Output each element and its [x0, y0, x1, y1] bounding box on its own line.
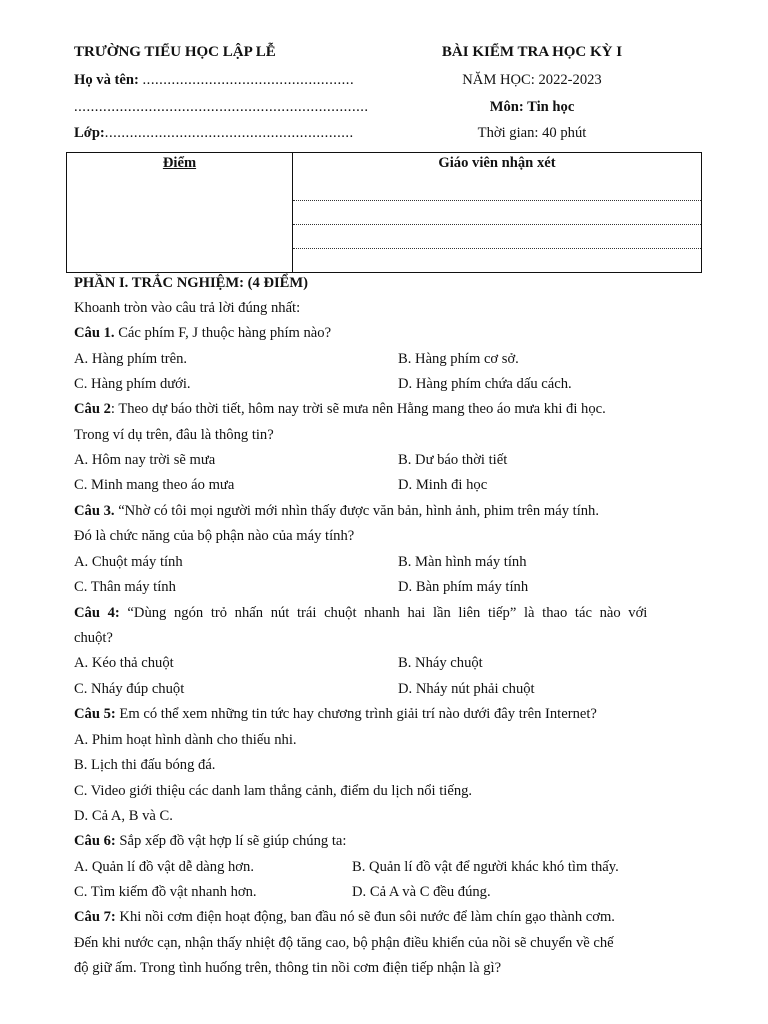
- question-text-line: Đó là chức năng của bộ phận nào của máy tính?: [74, 528, 355, 544]
- option-d: D. Nháy nút phải chuột: [398, 681, 535, 697]
- option-b: B. Quản lí đồ vật để người khác khó tìm thấy.: [352, 859, 619, 875]
- exam-title: BÀI KIỂM TRA HỌC KỲ I: [441, 44, 623, 60]
- comment-lines: [293, 177, 701, 272]
- question-2: [74, 401, 694, 418]
- question-1: [74, 325, 694, 342]
- option-b: B. Hàng phím cơ sở.: [398, 351, 519, 367]
- question-text: Khi nồi cơm điện hoạt động, ban đầu nó sẽ đun sôi nước để làm chín gạo thành cơm.: [119, 909, 615, 925]
- question-text: Sắp xếp đồ vật hợp lí sẽ giúp chúng ta:: [119, 833, 347, 849]
- subject: Môn: Tin học: [489, 99, 575, 115]
- class-line: [74, 125, 354, 142]
- score-header: Điểm: [162, 155, 197, 171]
- question-4: [74, 605, 694, 622]
- question-text-line: Đến khi nước cạn, nhận thấy nhiệt độ tăng cao, bộ phận điều khiển của nồi sẽ chuyển về chế: [74, 935, 614, 951]
- score-cell: [67, 153, 293, 273]
- question-label: Câu 3.: [74, 503, 115, 519]
- question-label: Câu 1.: [74, 325, 115, 341]
- option-a: A. Phim hoạt hình dành cho thiếu nhi.: [74, 732, 297, 748]
- option-c: C. Video giới thiệu các danh lam thắng cảnh, điểm du lịch nổi tiếng.: [74, 783, 473, 799]
- part1-title: PHẦN I. TRẮC NGHIỆM: (4 ĐIỂM): [74, 275, 309, 291]
- question-7: [74, 909, 694, 926]
- grade-table: [66, 152, 702, 273]
- question-text: “Dùng ngón trỏ nhấn nút trái chuột nhanh hai lần liên tiếp” là thao tác nào với: [127, 605, 648, 621]
- question-text-line: Trong ví dụ trên, đâu là thông tin?: [74, 427, 274, 443]
- class-dots: ............................................................: [104, 125, 354, 141]
- option-c: C. Tìm kiếm đồ vật nhanh hơn.: [74, 884, 257, 900]
- option-a: A. Hàng phím trên.: [74, 351, 188, 367]
- option-c: C. Nháy đúp chuột: [74, 681, 185, 697]
- question-3: [74, 503, 694, 520]
- option-a: A. Chuột máy tính: [74, 554, 183, 570]
- extra-dots-line: .......................................................................: [74, 99, 369, 115]
- option-c: C. Hàng phím dưới.: [74, 376, 191, 392]
- question-text: “Nhờ có tôi mọi người mới nhìn thấy được văn bản, hình ảnh, phim trên máy tính.: [118, 503, 599, 519]
- exam-time: Thời gian: 40 phút: [477, 125, 587, 141]
- option-d: D. Cả A và C đều đúng.: [352, 884, 491, 900]
- name-line: [74, 72, 354, 89]
- question-text: Em có thể xem những tin tức hay chương trình giải trí nào dưới đây trên Internet?: [119, 706, 597, 722]
- option-c: C. Minh mang theo áo mưa: [74, 477, 235, 493]
- option-c: C. Thân máy tính: [74, 579, 176, 595]
- question-label: Câu 5:: [74, 706, 116, 722]
- question-text-line: độ giữ ấm. Trong tình huống trên, thông tin nồi cơm điện tiếp nhận là gì?: [74, 960, 502, 976]
- option-b: B. Dư báo thời tiết: [398, 452, 508, 468]
- comment-cell: [293, 153, 702, 273]
- class-label: Lớp:: [74, 125, 105, 141]
- option-b: B. Nháy chuột: [398, 655, 483, 671]
- question-label: Câu 6:: [74, 833, 116, 849]
- school-year: NĂM HỌC: 2022-2023: [462, 72, 602, 88]
- comment-line: [293, 225, 701, 249]
- question-label: Câu 2: [74, 401, 111, 417]
- comment-line: [293, 201, 701, 225]
- part1-instruction: Khoanh tròn vào câu trả lời đúng nhất:: [74, 300, 301, 316]
- question-5: [74, 706, 694, 723]
- name-label: Họ và tên:: [74, 72, 139, 88]
- comment-line: [293, 249, 701, 272]
- option-d: D. Cả A, B và C.: [74, 808, 173, 824]
- option-b: B. Màn hình máy tính: [398, 554, 527, 570]
- option-d: D. Bàn phím máy tính: [398, 579, 529, 595]
- question-label: Câu 7:: [74, 909, 116, 925]
- school-name: TRƯỜNG TIỂU HỌC LẬP LỄ: [74, 44, 276, 60]
- name-dots: ...................................................: [142, 72, 355, 88]
- comment-header: Giáo viên nhận xét: [438, 155, 556, 171]
- option-a: A. Kéo thả chuột: [74, 655, 174, 671]
- option-d: D. Minh đi học: [398, 477, 488, 493]
- option-d: D. Hàng phím chứa dấu cách.: [398, 376, 572, 392]
- question-6: [74, 833, 694, 850]
- question-text-line: chuột?: [74, 630, 113, 646]
- question-label: Câu 4:: [74, 605, 120, 621]
- option-a: A. Quản lí đồ vật dễ dàng hơn.: [74, 859, 254, 875]
- comment-line: [293, 177, 701, 201]
- question-text: Các phím F, J thuộc hàng phím nào?: [118, 325, 332, 341]
- option-b: B. Lịch thi đấu bóng đá.: [74, 757, 216, 773]
- question-text: : Theo dự báo thời tiết, hôm nay trời sẽ mưa nên Hằng mang theo áo mưa khi đi học.: [110, 401, 606, 417]
- option-a: A. Hôm nay trời sẽ mưa: [74, 452, 216, 468]
